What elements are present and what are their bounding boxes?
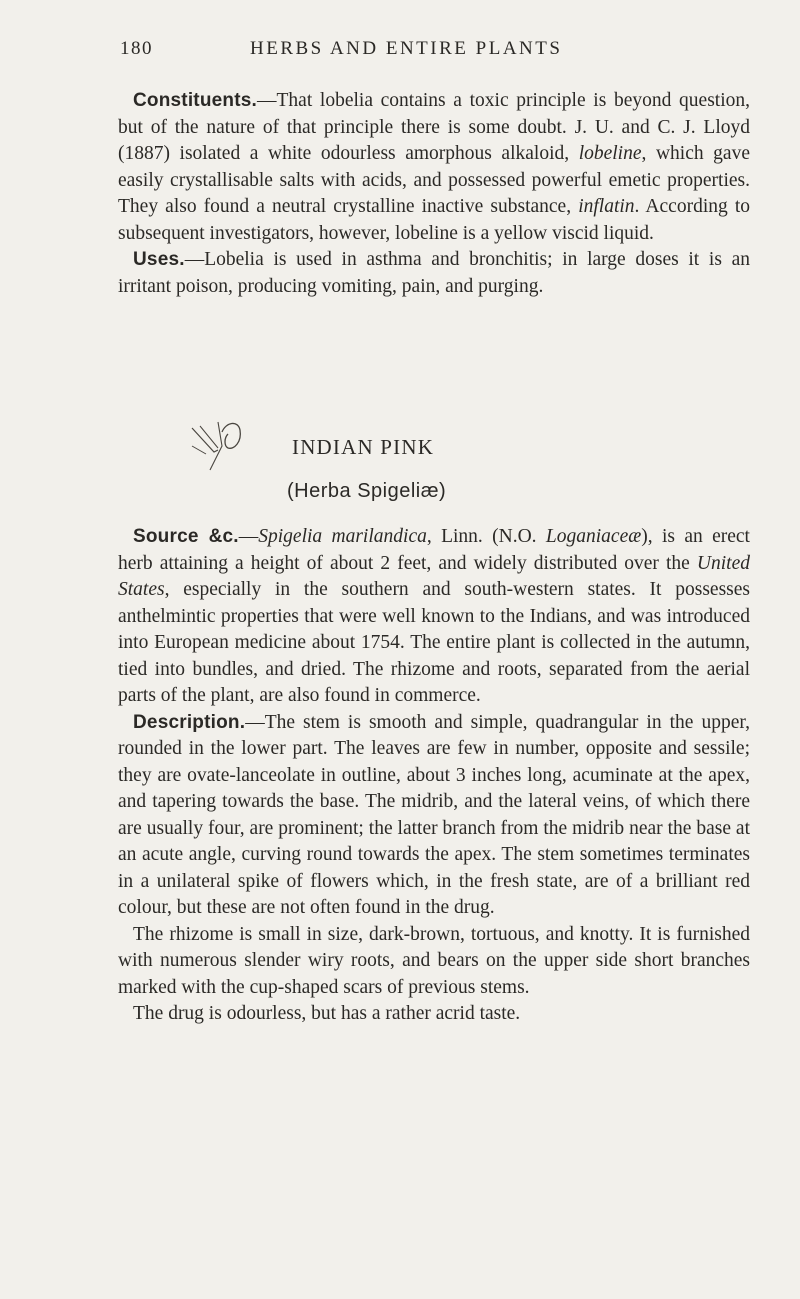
source-text-1: ), is an erect herb attaining a height of about 2 feet, and widely distributed over the	[118, 526, 750, 574]
uses-heading: Uses.	[133, 249, 185, 270]
source-authority: , Linn. (N.O.	[426, 526, 546, 547]
constituents-text-3: . According to subsequent investigators, however, lobeline is a yellow viscid liquid.	[118, 196, 750, 244]
section-subtitle: (Herba Spigeliæ)	[287, 480, 447, 502]
source-text-2: , especially in the southern and south-western states. It possesses anthelmintic properties that were well known to the Indians, and was introduced into European medicine about 1754. The entire plant is collected in the autumn, tied into bundles, and dried. The rhizome and roots, separated from the aerial parts of the plant, are also found in commerce.	[118, 579, 750, 706]
rhizome-paragraph: The rhizome is small in size, dark-brown, tortuous, and knotty. It is furnished with numerous slender wiry roots, and bears on the upper side short branches marked with the cup-shaped scars of previous stems.	[118, 923, 750, 998]
constituents-heading: Constituents.	[133, 90, 257, 111]
ornament-sketch-icon	[188, 420, 264, 500]
species-name: Spigelia marilandica	[258, 526, 427, 547]
constituents-paragraph	[118, 88, 750, 247]
constituents-text-1: —That lobelia contains a toxic principle is beyond question, but of the nature of that principle there is some doubt. J. U. and C. J. Lloyd (1887) isolated a white odourless amorphous alkaloid,	[118, 90, 750, 164]
taste-paragraph: The drug is odourless, but has a rather acrid taste.	[133, 1003, 521, 1024]
united-states-term: United States	[118, 552, 750, 600]
description-heading: Description.	[133, 711, 246, 733]
uses-text: —Lobelia is used in asthma and bronchitis; in large doses it is an irritant poison, producing vomiting, pain, and purging.	[118, 249, 750, 297]
section-title: INDIAN PINK	[292, 435, 435, 459]
source-heading: Source &c.	[133, 526, 239, 547]
running-title: HERBS AND ENTIRE PLANTS	[250, 38, 563, 59]
description-paragraph	[118, 710, 750, 922]
page-number: 180	[120, 38, 153, 59]
running-head	[120, 38, 740, 70]
source-paragraph	[118, 524, 750, 710]
indian-pink-section	[118, 524, 750, 1028]
source-dash: —	[238, 526, 259, 547]
family-name: Loganiaceæ	[545, 526, 642, 547]
description-text: —The stem is smooth and simple, quadrangular in the upper, rounded in the lower part. The leaves are few in number, opposite and sessile; they are ovate-lanceolate in outline, about 3 inches long, acuminate at the apex, and tapering towards the base. The midrib, and the lateral veins, of which there are usually four, are prominent; the latter branch from the midrib near the base at an acute angle, curving round towards the apex. The stem sometimes terminates in a unilateral spike of flowers which, in the fresh state, are of a brilliant red colour, but these are not often found in the drug.	[118, 711, 750, 918]
lobeline-term: lobeline	[578, 143, 642, 164]
constituents-text-2: , which gave easily crystallisable salts with acids, and possessed powerful emetic properties. They also found a neutral crystalline inactive substance,	[118, 143, 750, 217]
uses-paragraph	[118, 247, 750, 300]
lobelia-section	[118, 88, 750, 300]
inflatin-term: inflatin	[578, 196, 635, 217]
